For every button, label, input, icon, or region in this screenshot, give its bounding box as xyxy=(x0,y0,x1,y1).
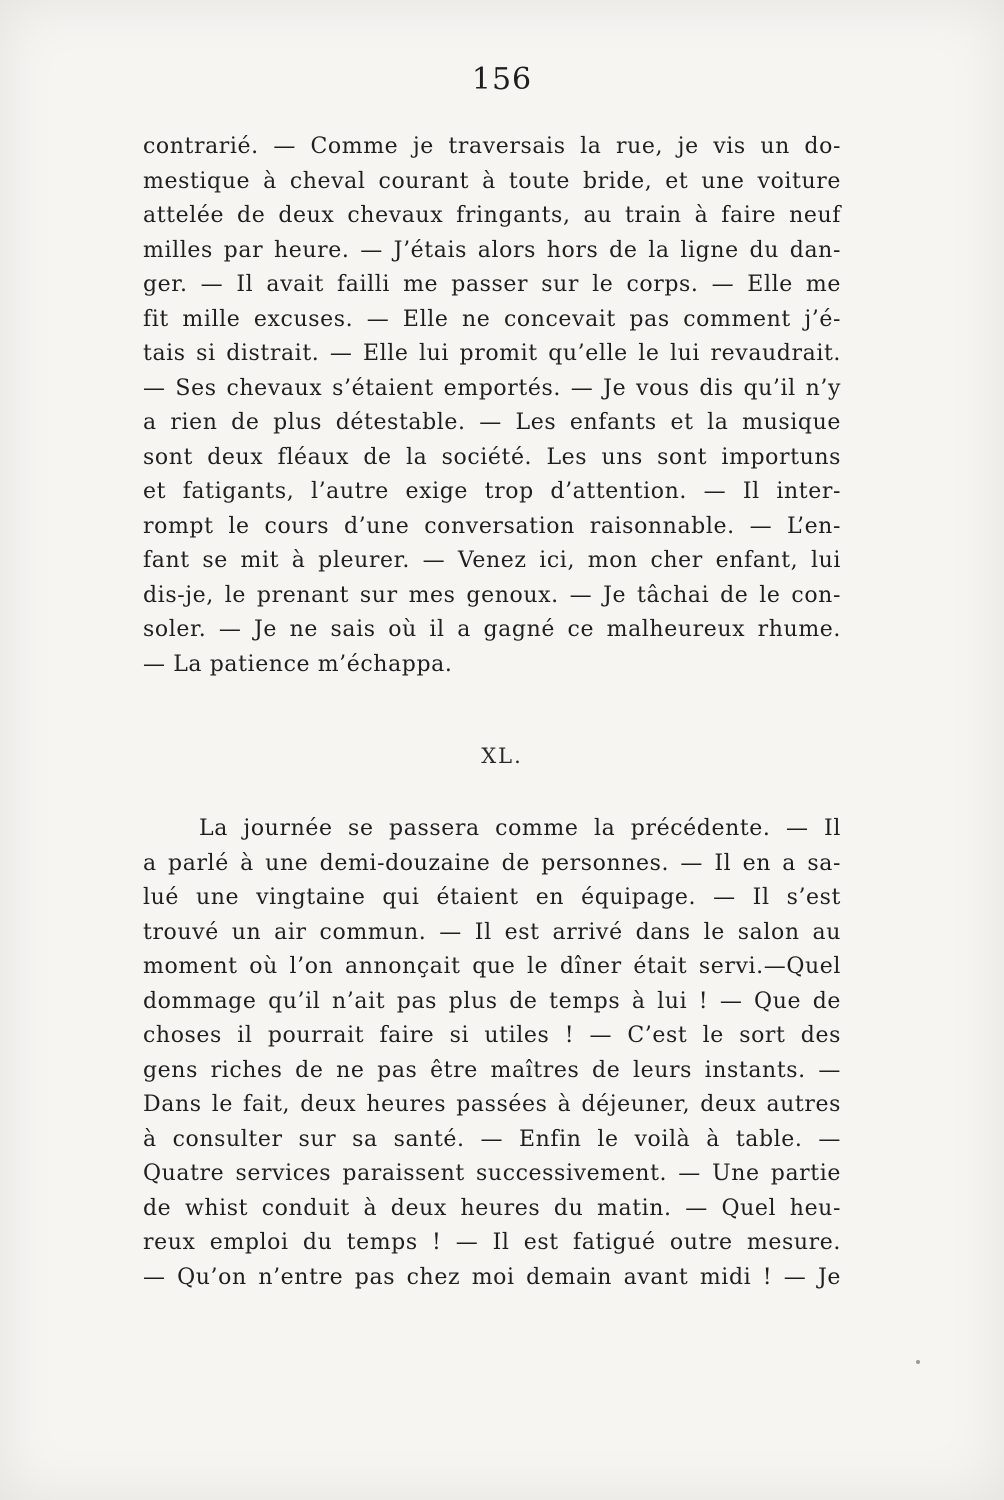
text-line: fant se mit à pleurer. — Venez ici, mon cher enfant, lui xyxy=(143,548,841,573)
text-line: contrarié. — Comme je traversais la rue, je vis un do- xyxy=(143,134,841,159)
text-line: trouvé un air commun. — Il est arrivé dans le salon au xyxy=(143,919,841,945)
text-line: rompt le cours d’une conversation raisonnable. — L’en- xyxy=(143,513,841,539)
paragraph-section-xl xyxy=(143,812,841,1295)
text-line: La journée se passera comme la précédente. — Il xyxy=(199,816,841,841)
text-line: dommage qu’il n’ait pas plus de temps à lui ! — Que de xyxy=(143,988,841,1014)
text-line: attelée de deux chevaux fringants, au train à faire neuf xyxy=(143,203,841,228)
text-line: Quatre services paraissent successivement. — Une partie xyxy=(143,1161,841,1186)
text-line: gens riches de ne pas être maîtres de leurs instants. — xyxy=(143,1057,841,1083)
text-line: soler. — Je ne sais où il a gagné ce malheureux rhume. xyxy=(143,617,841,642)
text-line: milles par heure. — J’étais alors hors de la ligne du dan- xyxy=(143,237,841,263)
text-line: moment où l’on annonçait que le dîner était servi.—Quel xyxy=(143,954,841,979)
text-line: mestique à cheval courant à toute bride, et une voiture xyxy=(143,168,841,194)
text-line: — Qu’on n’entre pas chez moi demain avant midi ! — Je xyxy=(143,1264,841,1290)
text-line: de whist conduit à deux heures du matin. — Quel heu- xyxy=(143,1195,841,1221)
text-line: fit mille excuses. — Elle ne concevait pas comment j’é- xyxy=(143,306,841,332)
text-line: — La patience m’échappa. xyxy=(143,651,453,677)
text-line: reux emploi du temps ! — Il est fatigué outre mesure. xyxy=(143,1230,841,1255)
text-line: ger. — Il avait failli me passer sur le corps. — Elle me xyxy=(143,272,841,297)
text-line: a rien de plus détestable. — Les enfants et la musique xyxy=(143,410,841,435)
paragraph-continued xyxy=(143,130,841,682)
text-line: choses il pourrait faire si utiles ! — C’est le sort des xyxy=(143,1023,841,1048)
text-line: tais si distrait. — Elle lui promit qu’elle le lui revaudrait. xyxy=(143,341,841,366)
text-line: Dans le fait, deux heures passées à déjeuner, deux autres xyxy=(143,1092,841,1117)
text-line: sont deux fléaux de la société. Les uns sont importuns xyxy=(143,444,841,470)
text-line: à consulter sur sa santé. — Enfin le voilà à table. — xyxy=(143,1126,841,1152)
text-line: lué une vingtaine qui étaient en équipage. — Il s’est xyxy=(143,885,841,910)
paper-speck xyxy=(916,1360,920,1364)
text-line: — Ses chevaux s’étaient emportés. — Je vous dis qu’il n’y xyxy=(143,375,841,401)
section-heading: XL. xyxy=(481,744,523,768)
text-line: dis-je, le prenant sur mes genoux. — Je tâchai de le con- xyxy=(143,582,841,608)
page-number: 156 xyxy=(471,62,533,97)
text-line: et fatigants, l’autre exige trop d’attention. — Il inter- xyxy=(143,479,841,504)
text-line: a parlé à une demi-douzaine de personnes. — Il en a sa- xyxy=(143,850,841,876)
